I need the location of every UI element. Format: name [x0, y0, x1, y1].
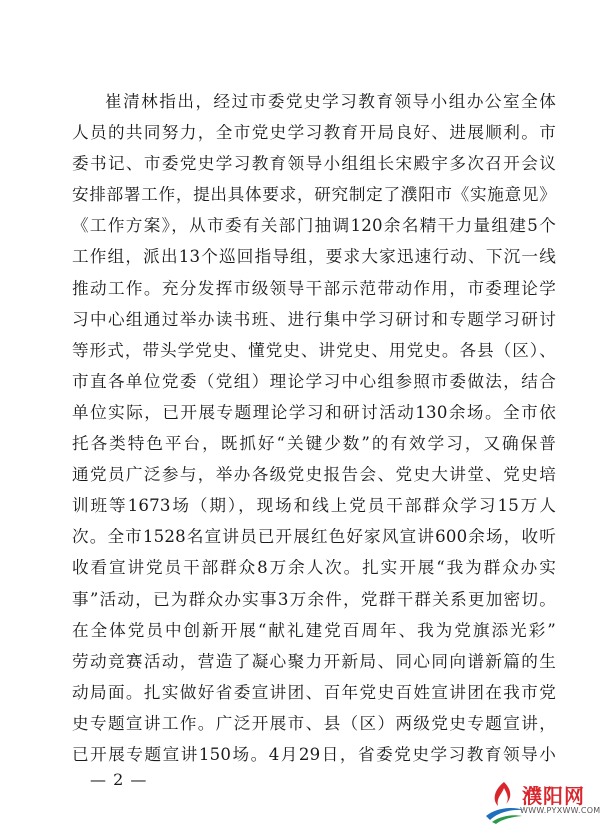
text-line: 在全体党员中创新开展“献礼建党百周年、我为党旗添光彩” — [72, 620, 556, 640]
text-line: 习中心组通过举办读书班、进行集中学习研讨和专题学习研讨 — [72, 309, 556, 329]
page-number: — 2 — — [90, 770, 148, 789]
text-line: 史专题宣讲工作。广泛开展市、县（区）两级党史专题宣讲， — [72, 713, 556, 733]
text-line: 等形式，带头学党史、懂党史、讲党史、用党史。各县（区）、 — [72, 340, 556, 360]
text-line: 人员的共同努力，全市党史学习教育开局良好、进展顺利。市 — [72, 123, 556, 143]
text-line: 工作组，派出13个巡回指导组，要求大家迅速行动、下沉一线 — [72, 247, 556, 267]
text-line: 委书记、市委党史学习教育领导小组组长宋殿宇多次召开会议 — [72, 154, 556, 174]
text-line: 动局面。扎实做好省委宣讲团、百年党史百姓宣讲团在我市党 — [72, 682, 556, 702]
text-line: 训班等1673场（期），现场和线上党员干部群众学习15万人 — [72, 496, 556, 516]
site-watermark — [482, 778, 600, 826]
watermark-url: WWW.PYXWW.COM — [520, 806, 601, 815]
text-line: 劳动竞赛活动，营造了凝心聚力开新局、同心同向谱新篇的生 — [72, 651, 556, 671]
text-line: 通党员广泛参与，举办各级党史报告会、党史大讲堂、党史培 — [72, 465, 556, 485]
text-line: 崔清林指出，经过市委党史学习教育领导小组办公室全体 — [105, 92, 556, 111]
text-line: 安排部署工作，提出具体要求，研究制定了濮阳市《实施意见》 — [72, 185, 556, 205]
flame-swoosh-logo-icon — [482, 778, 526, 826]
text-line: 单位实际，已开展专题理论学习和研讨活动130余场。全市依 — [72, 402, 556, 422]
text-line: 托各类特色平台，既抓好“关键少数”的有效学习，又确保普 — [72, 434, 556, 454]
text-line: 推动工作。充分发挥市级领导干部示范带动作用，市委理论学 — [72, 278, 556, 298]
text-line: 次。全市1528名宣讲员已开展红色好家风宣讲600余场，收听 — [72, 527, 556, 547]
text-line: 收看宣讲党员干部群众8万余人次。扎实开展“我为群众办实 — [72, 558, 556, 578]
text-line: 事”活动，已为群众办实事3万余件，党群干群关系更加密切。 — [72, 589, 556, 609]
text-line: 已开展专题宣讲150场。4月29日，省委党史学习教育领导小 — [72, 744, 556, 764]
watermark-brand: 濮阳网 — [522, 784, 585, 808]
text-line: 市直各单位党委（党组）理论学习中心组参照市委做法，结合 — [72, 371, 556, 391]
body-text — [72, 86, 556, 770]
text-line: 《工作方案》，从市委有关部门抽调120余名精干力量组建5个 — [72, 216, 556, 236]
